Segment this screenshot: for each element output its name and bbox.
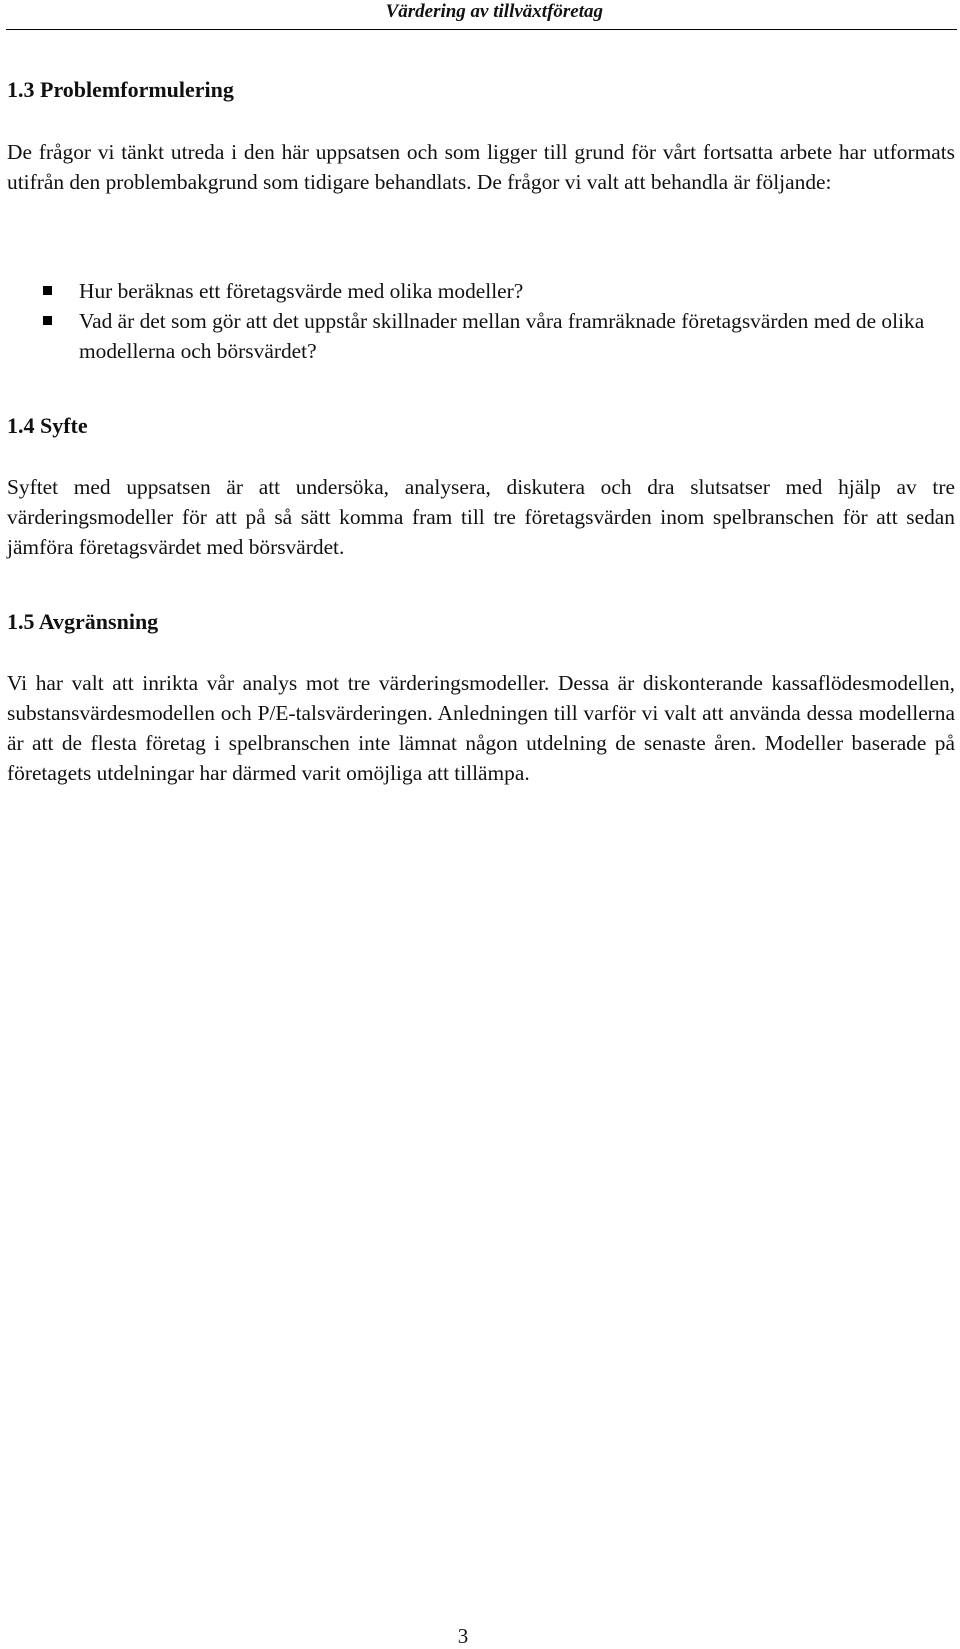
running-header: Värdering av tillväxtföretag — [385, 1, 603, 22]
header-divider — [6, 29, 957, 30]
section-paragraph-syfte: Syftet med uppsatsen är att undersöka, analysera, diskutera och dra slutsatser med hjälp av tre värderingsmodeller för att på så sätt komma fram till tre företagsvärden inom spelbranschen för att sedan jämföra företagsvärdet med börsvärdet. — [7, 475, 955, 559]
list-item-text: Vad är det som gör att det uppstår skillnader mellan våra framräknade företagsvärden med de olika modellerna och börsvärdet? — [79, 309, 925, 363]
section-heading-syfte: 1.4 Syfte — [7, 413, 88, 438]
question-list — [0, 276, 960, 366]
section-heading-avgransning: 1.5 Avgränsning — [7, 609, 159, 634]
square-bullet-icon — [43, 316, 52, 325]
section-heading-problemformulering: 1.3 Problemformulering — [7, 77, 234, 102]
list-item — [0, 276, 929, 306]
list-item-text: Hur beräknas ett företagsvärde med olika modeller? — [79, 279, 524, 303]
page-number: 3 — [457, 1624, 469, 1648]
section-paragraph-problemformulering: De frågor vi tänkt utreda i den här uppsatsen och som ligger till grund för vårt fortsatta arbete har utformats utifrån den problembakgrund som tidigare behandlats. De frågor vi valt att behandla är följande: — [7, 140, 955, 194]
section-paragraph-avgransning: Vi har valt att inrikta vår analys mot tre värderingsmodeller. Dessa är diskonterande kassaflödesmodellen, substansvärdesmodellen och P/E-talsvärderingen. Anledningen till varför vi valt att använda dessa modellerna är att de flesta företag i spelbranschen inte lämnat någon utdelning de senaste åren. Modeller baserade på företagets utdelningar har därmed varit omöjliga att tillämpa. — [7, 671, 955, 785]
square-bullet-icon — [43, 286, 52, 295]
list-item — [0, 306, 929, 366]
